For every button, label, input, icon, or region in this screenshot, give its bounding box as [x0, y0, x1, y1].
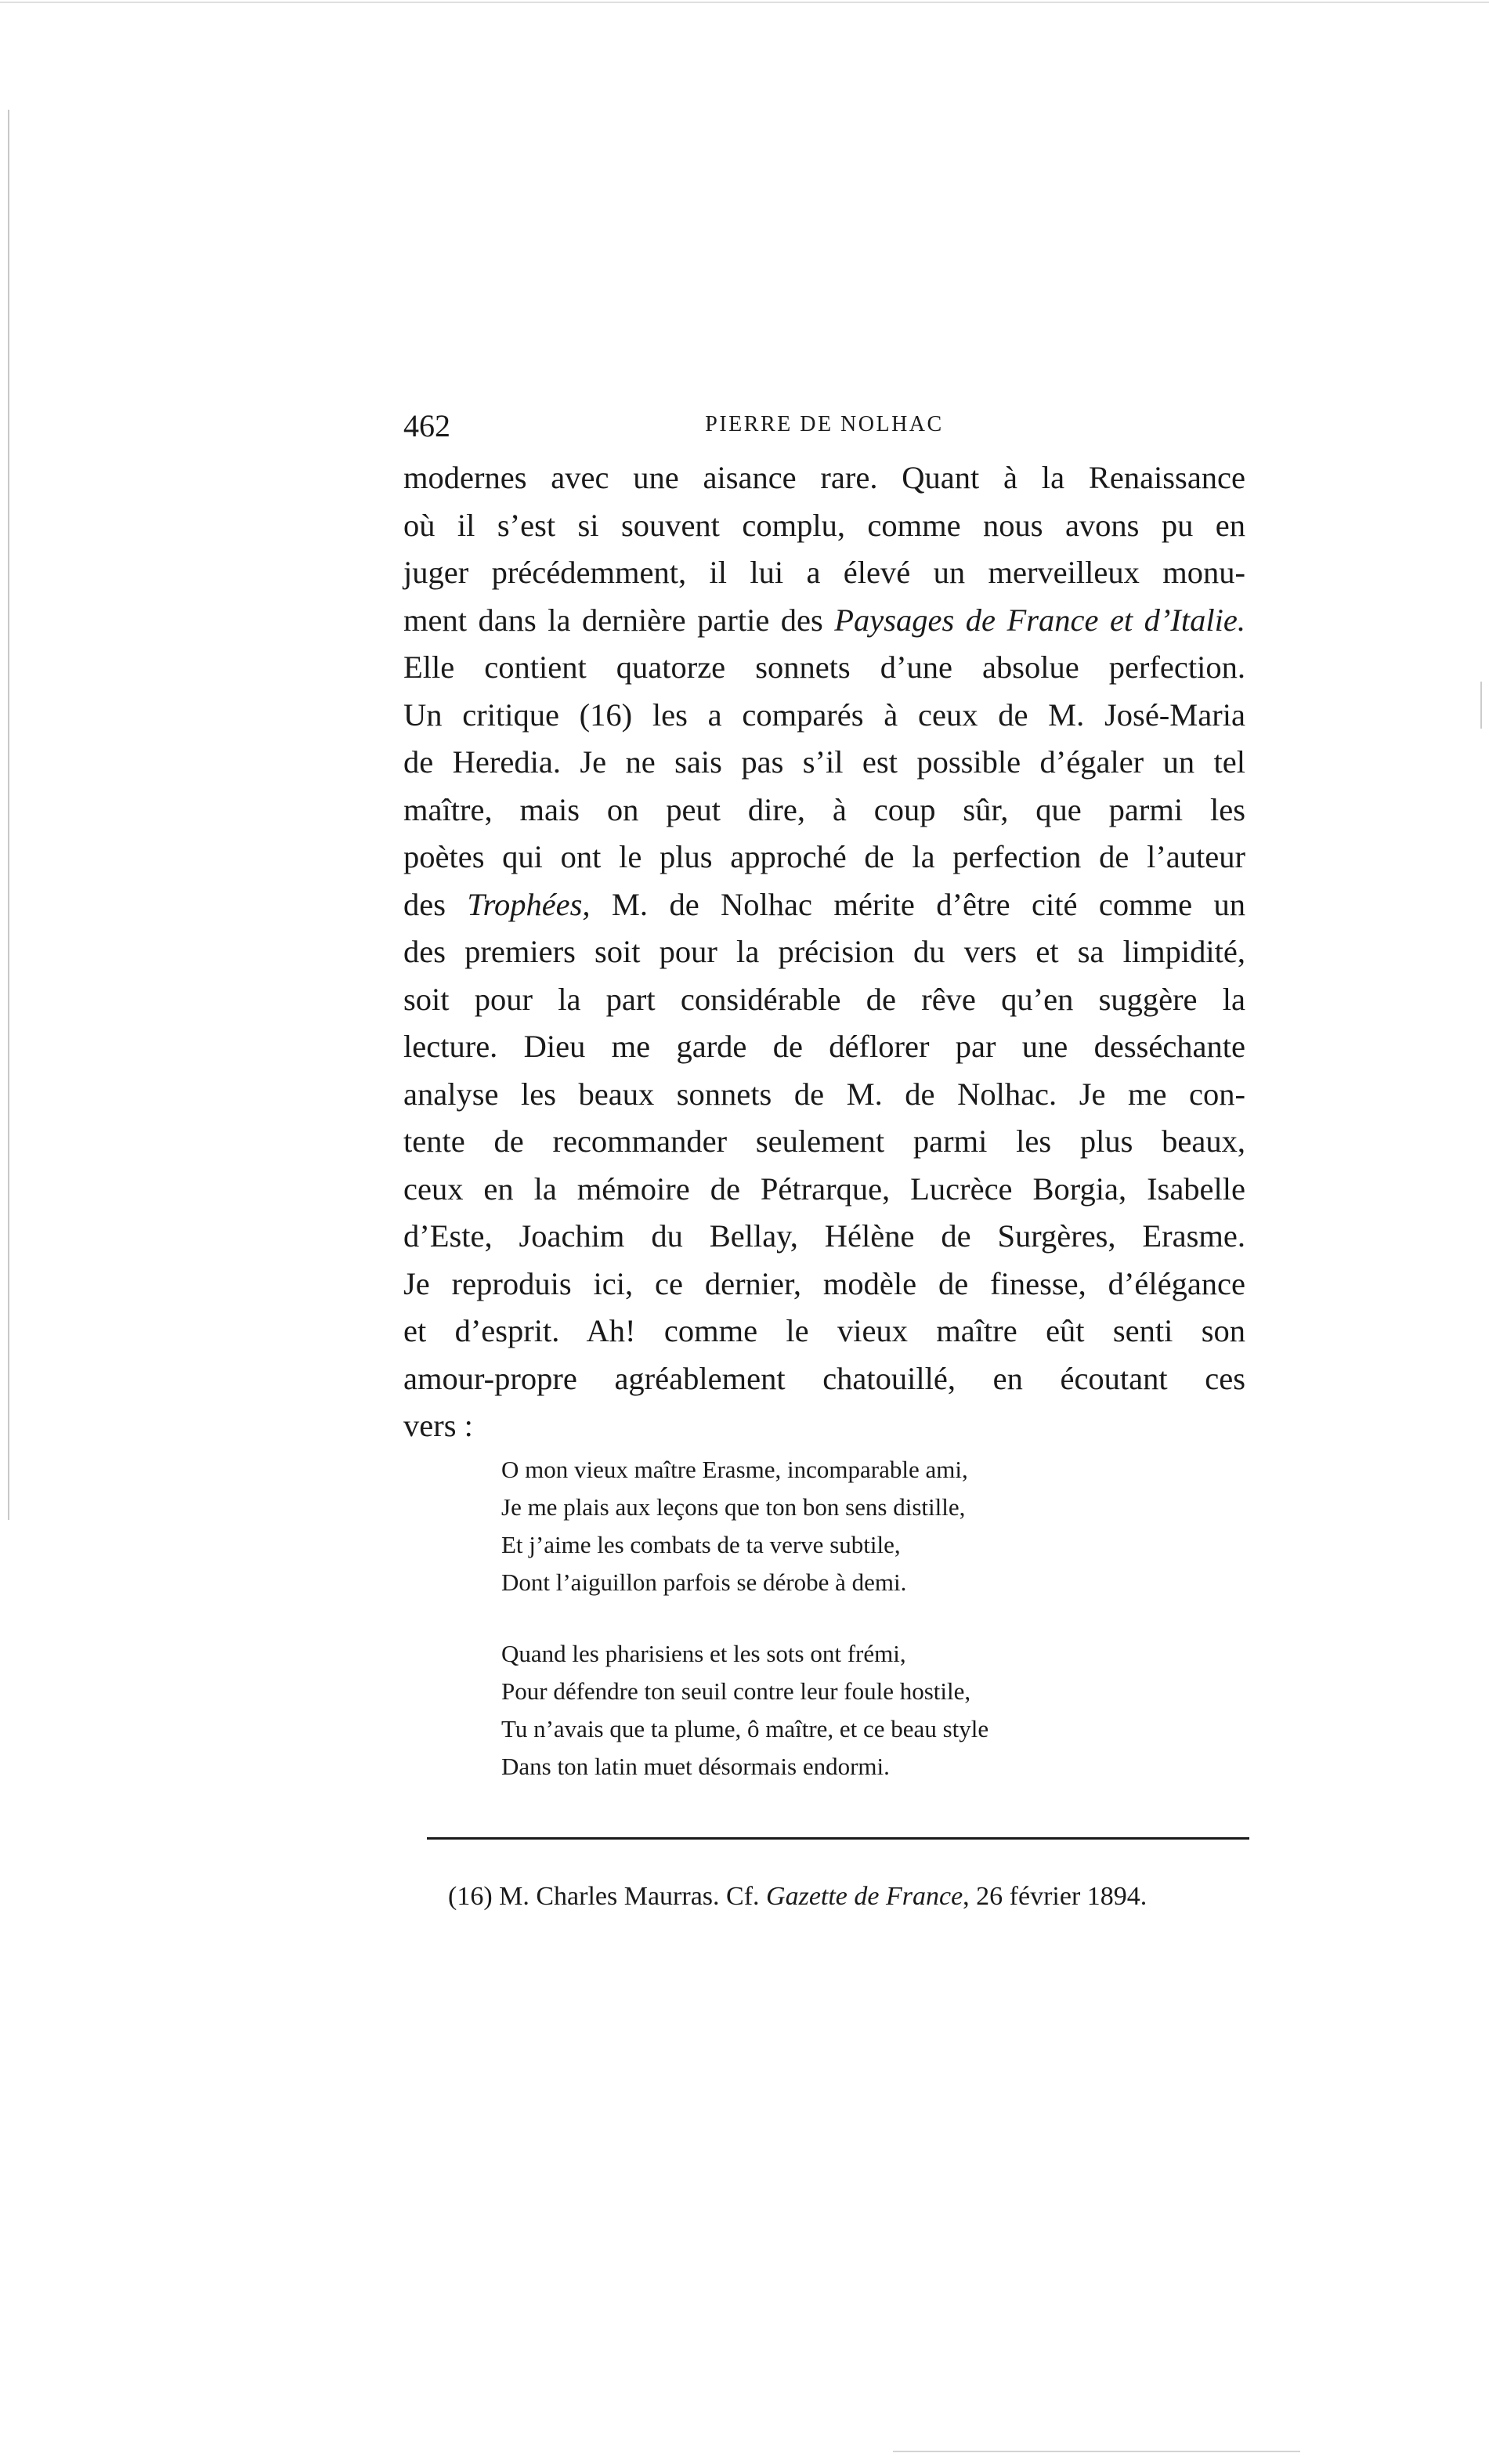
- verse: Quand les pharisiens et les sots ont frémi,: [501, 1640, 906, 1667]
- body-line: [403, 881, 1245, 929]
- body-line: modernes avec une aisance rare. Quant à la Renaissance: [403, 460, 1245, 495]
- body-line: où il s’est si souvent complu, comme nous avons pu en: [403, 507, 1245, 543]
- body-line: [403, 597, 1245, 645]
- scan-edge-top: [0, 2, 1489, 3]
- sonnet-quatrains: [501, 1451, 1128, 1786]
- verse: Je me plais aux leçons que ton bon sens distille,: [501, 1493, 966, 1521]
- body-line-text: ment dans la dernière partie des: [403, 602, 835, 638]
- scan-mark-bottom: [893, 2451, 1300, 2452]
- verse: Dont l’aiguillon parfois se dérobe à demi.: [501, 1568, 907, 1596]
- body-line: et d’esprit. Ah! comme le vieux maître eût senti son: [403, 1313, 1245, 1348]
- body-line: poètes qui ont le plus approché de la perfection de l’auteur: [403, 839, 1245, 874]
- body-line: soit pour la part considérable de rêve qu’en suggère la: [403, 981, 1245, 1017]
- verse: O mon vieux maître Erasme, incomparable ami,: [501, 1456, 968, 1483]
- scan-edge-left: [8, 110, 9, 1520]
- body-line: Un critique (16) les a comparés à ceux de M. José-Maria: [403, 697, 1245, 733]
- italic-title: Trophées,: [467, 886, 591, 922]
- verse: Tu n’avais que ta plume, ô maître, et ce beau style: [501, 1715, 989, 1742]
- verse: Dans ton latin muet désormais endormi.: [501, 1753, 890, 1780]
- body-line-text: des: [403, 886, 468, 922]
- body-text: [403, 454, 1245, 1450]
- body-line: vers :: [403, 1408, 473, 1443]
- body-line: ceux en la mémoire de Pétrarque, Lucrèce Borgia, Isabelle: [403, 1170, 1245, 1207]
- body-line: Je reproduis ici, ce dernier, modèle de finesse, d’élégance: [403, 1265, 1245, 1301]
- body-line: analyse les beaux sonnets de M. de Nolhac. Je me con-: [403, 1076, 1245, 1112]
- page-number: 462: [403, 408, 450, 443]
- stanza: [501, 1451, 1128, 1601]
- body-line: juger précédemment, il lui a élevé un merveilleux monu-: [403, 555, 1245, 590]
- running-title: PIERRE DE NOLHAC: [705, 412, 944, 436]
- body-line-text: M. de Nolhac mérite d’être cité comme un: [590, 886, 1245, 922]
- body-line: d’Este, Joachim du Bellay, Hélène de Surgères, Erasme.: [403, 1218, 1245, 1254]
- body-line: Elle contient quatorze sonnets d’une absolue perfection.: [403, 649, 1245, 685]
- body-line: lecture. Dieu me garde de déflorer par une desséchante: [403, 1029, 1245, 1064]
- footnote-text: (16) M. Charles Maurras. Cf.: [448, 1882, 767, 1911]
- body-line: maître, mais on peut dire, à coup sûr, que parmi les: [403, 791, 1245, 827]
- running-head: [403, 407, 1245, 454]
- body-line: des premiers soit pour la précision du vers et sa limpidité,: [403, 934, 1245, 969]
- italic-title: Paysages de France et d’Italie.: [834, 602, 1246, 638]
- body-line: tente de recommander seulement parmi les plus beaux,: [403, 1123, 1245, 1159]
- verse: Et j’aime les combats de ta verve subtile,: [501, 1531, 901, 1558]
- verse: Pour défendre ton seuil contre leur foule hostile,: [501, 1677, 971, 1705]
- scan-mark-right: [1480, 682, 1482, 729]
- stanza: [501, 1635, 1128, 1786]
- footnote-text: , 26 février 1894.: [963, 1882, 1147, 1911]
- footnote-rule: [427, 1837, 1249, 1840]
- footnote: [448, 1879, 1247, 1915]
- body-line: amour-propre agréablement chatouillé, en écoutant ces: [403, 1360, 1245, 1396]
- footnote-source-title: Gazette de France: [766, 1882, 963, 1911]
- body-line: de Heredia. Je ne sais pas s’il est possible d’égaler un tel: [403, 744, 1245, 780]
